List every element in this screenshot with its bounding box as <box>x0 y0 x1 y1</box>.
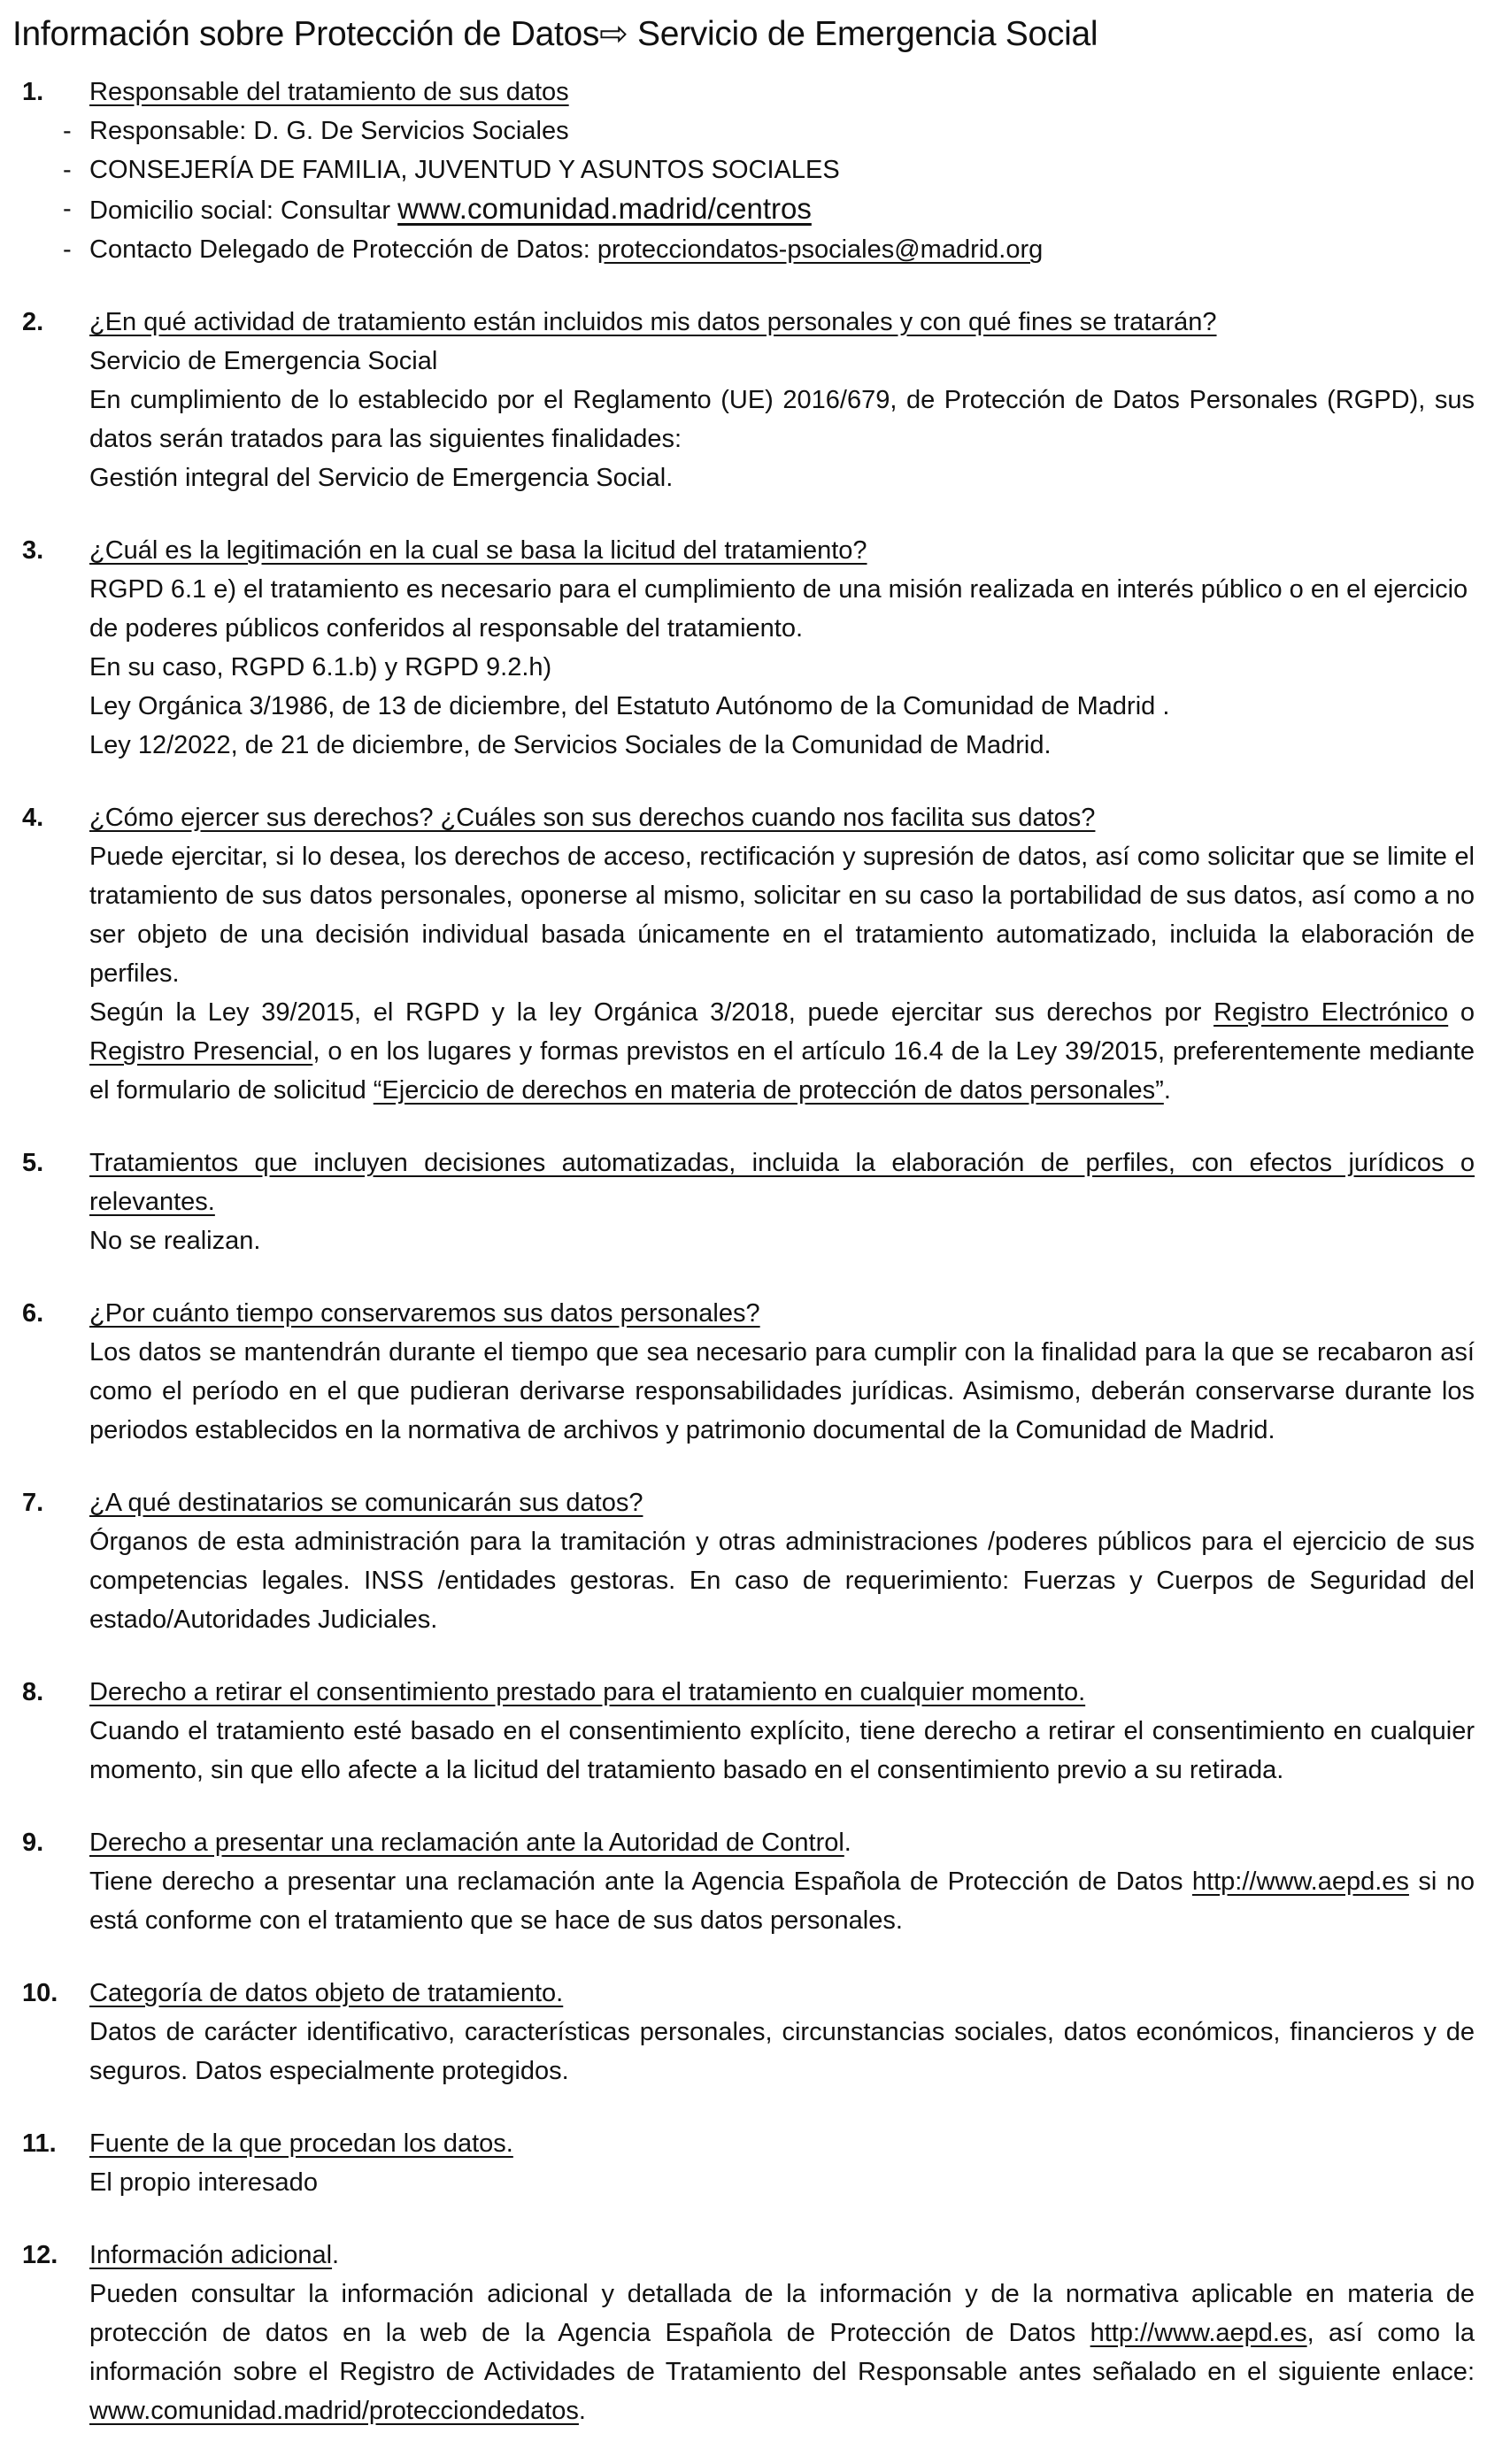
paragraph: RGPD 6.1 e) el tratamiento es necesario para el cumplimiento de una misión realizada en interés público o en el ejercicio de poderes públicos conferidos al responsable del tratamiento. <box>89 575 1468 643</box>
paragraph: Los datos se mantendrán durante el tiempo que sea necesario para cumplir con la finalidad para la que se recabaron así como el período en el que pudieran derivarse responsabilidades jurídicas. Asimismo, deberán conservarse durante los periodos establecidos en la normativa de archivos y patrimonio documental de la Comunidad de Madrid. <box>89 1338 1475 1444</box>
section-heading: Responsable del tratamiento de sus datos <box>89 78 569 106</box>
section-number: 2. <box>22 308 44 336</box>
registro-presencial-link[interactable]: Registro Presencial <box>89 1037 313 1066</box>
section-heading: Categoría de datos objeto de tratamiento. <box>89 1979 564 2007</box>
text: si no está conforme con el tratamiento que se hace de sus datos personales. <box>89 1867 1475 1935</box>
dpo-email-link[interactable]: protecciondatos-psociales@madrid.org <box>597 235 1044 264</box>
section-heading-line <box>89 2236 1475 2275</box>
text: Según la Ley 39/2015, el RGPD y la ley Orgánica 3/2018, puede ejercitar sus derechos por <box>89 998 1214 1027</box>
section-3 <box>0 531 1487 765</box>
section-11 <box>0 2124 1487 2202</box>
section-4 <box>0 798 1487 1110</box>
section-heading: Derecho a presentar una reclamación ante la Autoridad de Control <box>89 1829 844 1857</box>
paragraph: Ley 12/2022, de 21 de diciembre, de Servicios Sociales de la Comunidad de Madrid. <box>89 731 1052 759</box>
registro-electronico-link[interactable]: Registro Electrónico <box>1213 998 1449 1027</box>
section-10 <box>0 1974 1487 2091</box>
section-2 <box>0 303 1487 497</box>
heading-period: . <box>844 1829 851 1857</box>
list-item <box>63 189 1475 230</box>
paragraph: Datos de carácter identificativo, características personales, circunstancias sociales, datos económicos, financieros y de seguros. Datos especialmente protegidos. <box>89 2018 1475 2085</box>
formulario-derechos-link[interactable]: “Ejercicio de derechos en materia de protección de datos personales” <box>373 1076 1164 1105</box>
dash: - <box>63 195 72 223</box>
section-heading: Derecho a retirar el consentimiento prestado para el tratamiento en cualquier momento. <box>89 1678 1086 1706</box>
paragraph: Gestión integral del Servicio de Emergencia Social. <box>89 464 674 492</box>
paragraph: Órganos de esta administración para la tramitación y otras administraciones /poderes públicos para el ejercicio de sus competencias legales. INSS /entidades gestoras. En caso de requerimiento: Fuerzas y Cuerpos de Seguridad del estado/Autoridades Judiciales. <box>89 1528 1475 1634</box>
text: Pueden consultar la información adicional y detallada de la información y de la normativa aplicable en materia de protección de datos en la web de la Agencia Española de Protección de Datos <box>89 2280 1475 2347</box>
text: . <box>578 2397 586 2425</box>
text: , o en los lugares y formas previstos en el artículo 16.4 de la Ley 39/2015, preferentemente mediante el formulario de solicitud <box>89 1037 1475 1105</box>
section-number: 9. <box>22 1829 44 1857</box>
page-title: Información sobre Protección de Datos⇨ Servicio de Emergencia Social <box>12 15 1098 53</box>
paragraph <box>89 1862 1475 1940</box>
section-number: 12. <box>22 2241 58 2269</box>
paragraph: El propio interesado <box>89 2168 318 2197</box>
proteccion-datos-link[interactable]: www.comunidad.madrid/protecciondedatos <box>89 2397 579 2425</box>
list-item <box>63 112 1475 150</box>
section-7 <box>0 1483 1487 1639</box>
section-12 <box>0 2236 1487 2430</box>
section-heading: Información adicional <box>89 2241 333 2269</box>
paragraph: Servicio de Emergencia Social <box>89 347 438 375</box>
text: Tiene derecho a presentar una reclamación ante la Agencia Española de Protección de Datos <box>89 1867 1192 1896</box>
section-1 <box>0 73 1487 269</box>
section-heading-line <box>89 1823 1475 1862</box>
section-number: 8. <box>22 1678 44 1706</box>
text: . <box>1163 1076 1171 1105</box>
dash: - <box>63 235 72 264</box>
aepd-link[interactable]: http://www.aepd.es <box>1191 1867 1409 1896</box>
section-heading: ¿Por cuánto tiempo conservaremos sus datos personales? <box>89 1299 760 1328</box>
responsable-text: Responsable: D. G. De Servicios Sociales <box>89 117 569 145</box>
section-heading: ¿En qué actividad de tratamiento están incluidos mis datos personales y con qué fines se tratarán? <box>89 308 1217 336</box>
domicilio-text: Domicilio social: Consultar <box>89 196 398 225</box>
text: , así como la información sobre el Registro de Actividades de Tratamiento del Responsable antes señalado en el siguiente enlace: <box>89 2319 1475 2386</box>
section-heading: ¿Cuál es la legitimación en la cual se basa la licitud del tratamiento? <box>89 536 867 565</box>
consejeria-text: CONSEJERÍA DE FAMILIA, JUVENTUD Y ASUNTOS SOCIALES <box>89 156 840 184</box>
section-6 <box>0 1294 1487 1450</box>
list-item <box>63 150 1475 189</box>
section-number: 3. <box>22 536 44 565</box>
centros-link[interactable]: www.comunidad.madrid/centros <box>397 192 812 225</box>
paragraph: En su caso, RGPD 6.1.b) y RGPD 9.2.h) <box>89 653 552 681</box>
section-heading: Tratamientos que incluyen decisiones automatizadas, incluida la elaboración de perfiles, con efectos jurídicos o relevantes. <box>89 1149 1475 1216</box>
dash: - <box>63 117 72 145</box>
section-8 <box>0 1673 1487 1790</box>
paragraph: Puede ejercitar, si lo desea, los derechos de acceso, rectificación y supresión de datos, así como solicitar que se limite el tratamiento de sus datos personales, oponerse al mismo, solicitar en su caso la portabilidad de sus datos, así como a no ser objeto de una decisión individual basada únicamente en el tratamiento automatizado, incluida la elaboración de perfiles. <box>89 843 1475 988</box>
aepd-link[interactable]: http://www.aepd.es <box>1090 2319 1307 2347</box>
paragraph: Cuando el tratamiento esté basado en el consentimiento explícito, tiene derecho a retirar el consentimiento en cualquier momento, sin que ello afecte a la licitud del tratamiento basado en el consentimiento previo a su retirada. <box>89 1717 1475 1784</box>
section-heading: ¿A qué destinatarios se comunicarán sus datos? <box>89 1489 643 1517</box>
section-number: 1. <box>22 78 44 106</box>
section-heading: ¿Cómo ejercer sus derechos? ¿Cuáles son sus derechos cuando nos facilita sus datos? <box>89 804 1096 832</box>
section-number: 10. <box>22 1979 58 2007</box>
section-number: 5. <box>22 1149 44 1177</box>
section-number: 4. <box>22 804 44 832</box>
section-number: 7. <box>22 1489 44 1517</box>
list-item <box>63 230 1475 269</box>
paragraph: Ley Orgánica 3/1986, de 13 de diciembre, del Estatuto Autónomo de la Comunidad de Madrid . <box>89 692 1170 720</box>
paragraph: En cumplimiento de lo establecido por el Reglamento (UE) 2016/679, de Protección de Datos Personales (RGPD), sus datos serán tratados para las siguientes finalidades: <box>89 386 1475 453</box>
document <box>0 73 1487 2464</box>
text: o <box>1448 998 1475 1027</box>
section-5 <box>0 1143 1487 1260</box>
dash: - <box>63 156 72 184</box>
section-number: 11. <box>22 2129 57 2158</box>
section-number: 6. <box>22 1299 44 1328</box>
paragraph <box>89 2275 1475 2430</box>
heading-period: . <box>332 2241 340 2269</box>
contacto-text: Contacto Delegado de Protección de Datos: <box>89 235 597 264</box>
paragraph: No se realizan. <box>89 1227 261 1255</box>
section-9 <box>0 1823 1487 1940</box>
section-heading: Fuente de la que procedan los datos. <box>89 2129 513 2158</box>
paragraph <box>89 993 1475 1110</box>
